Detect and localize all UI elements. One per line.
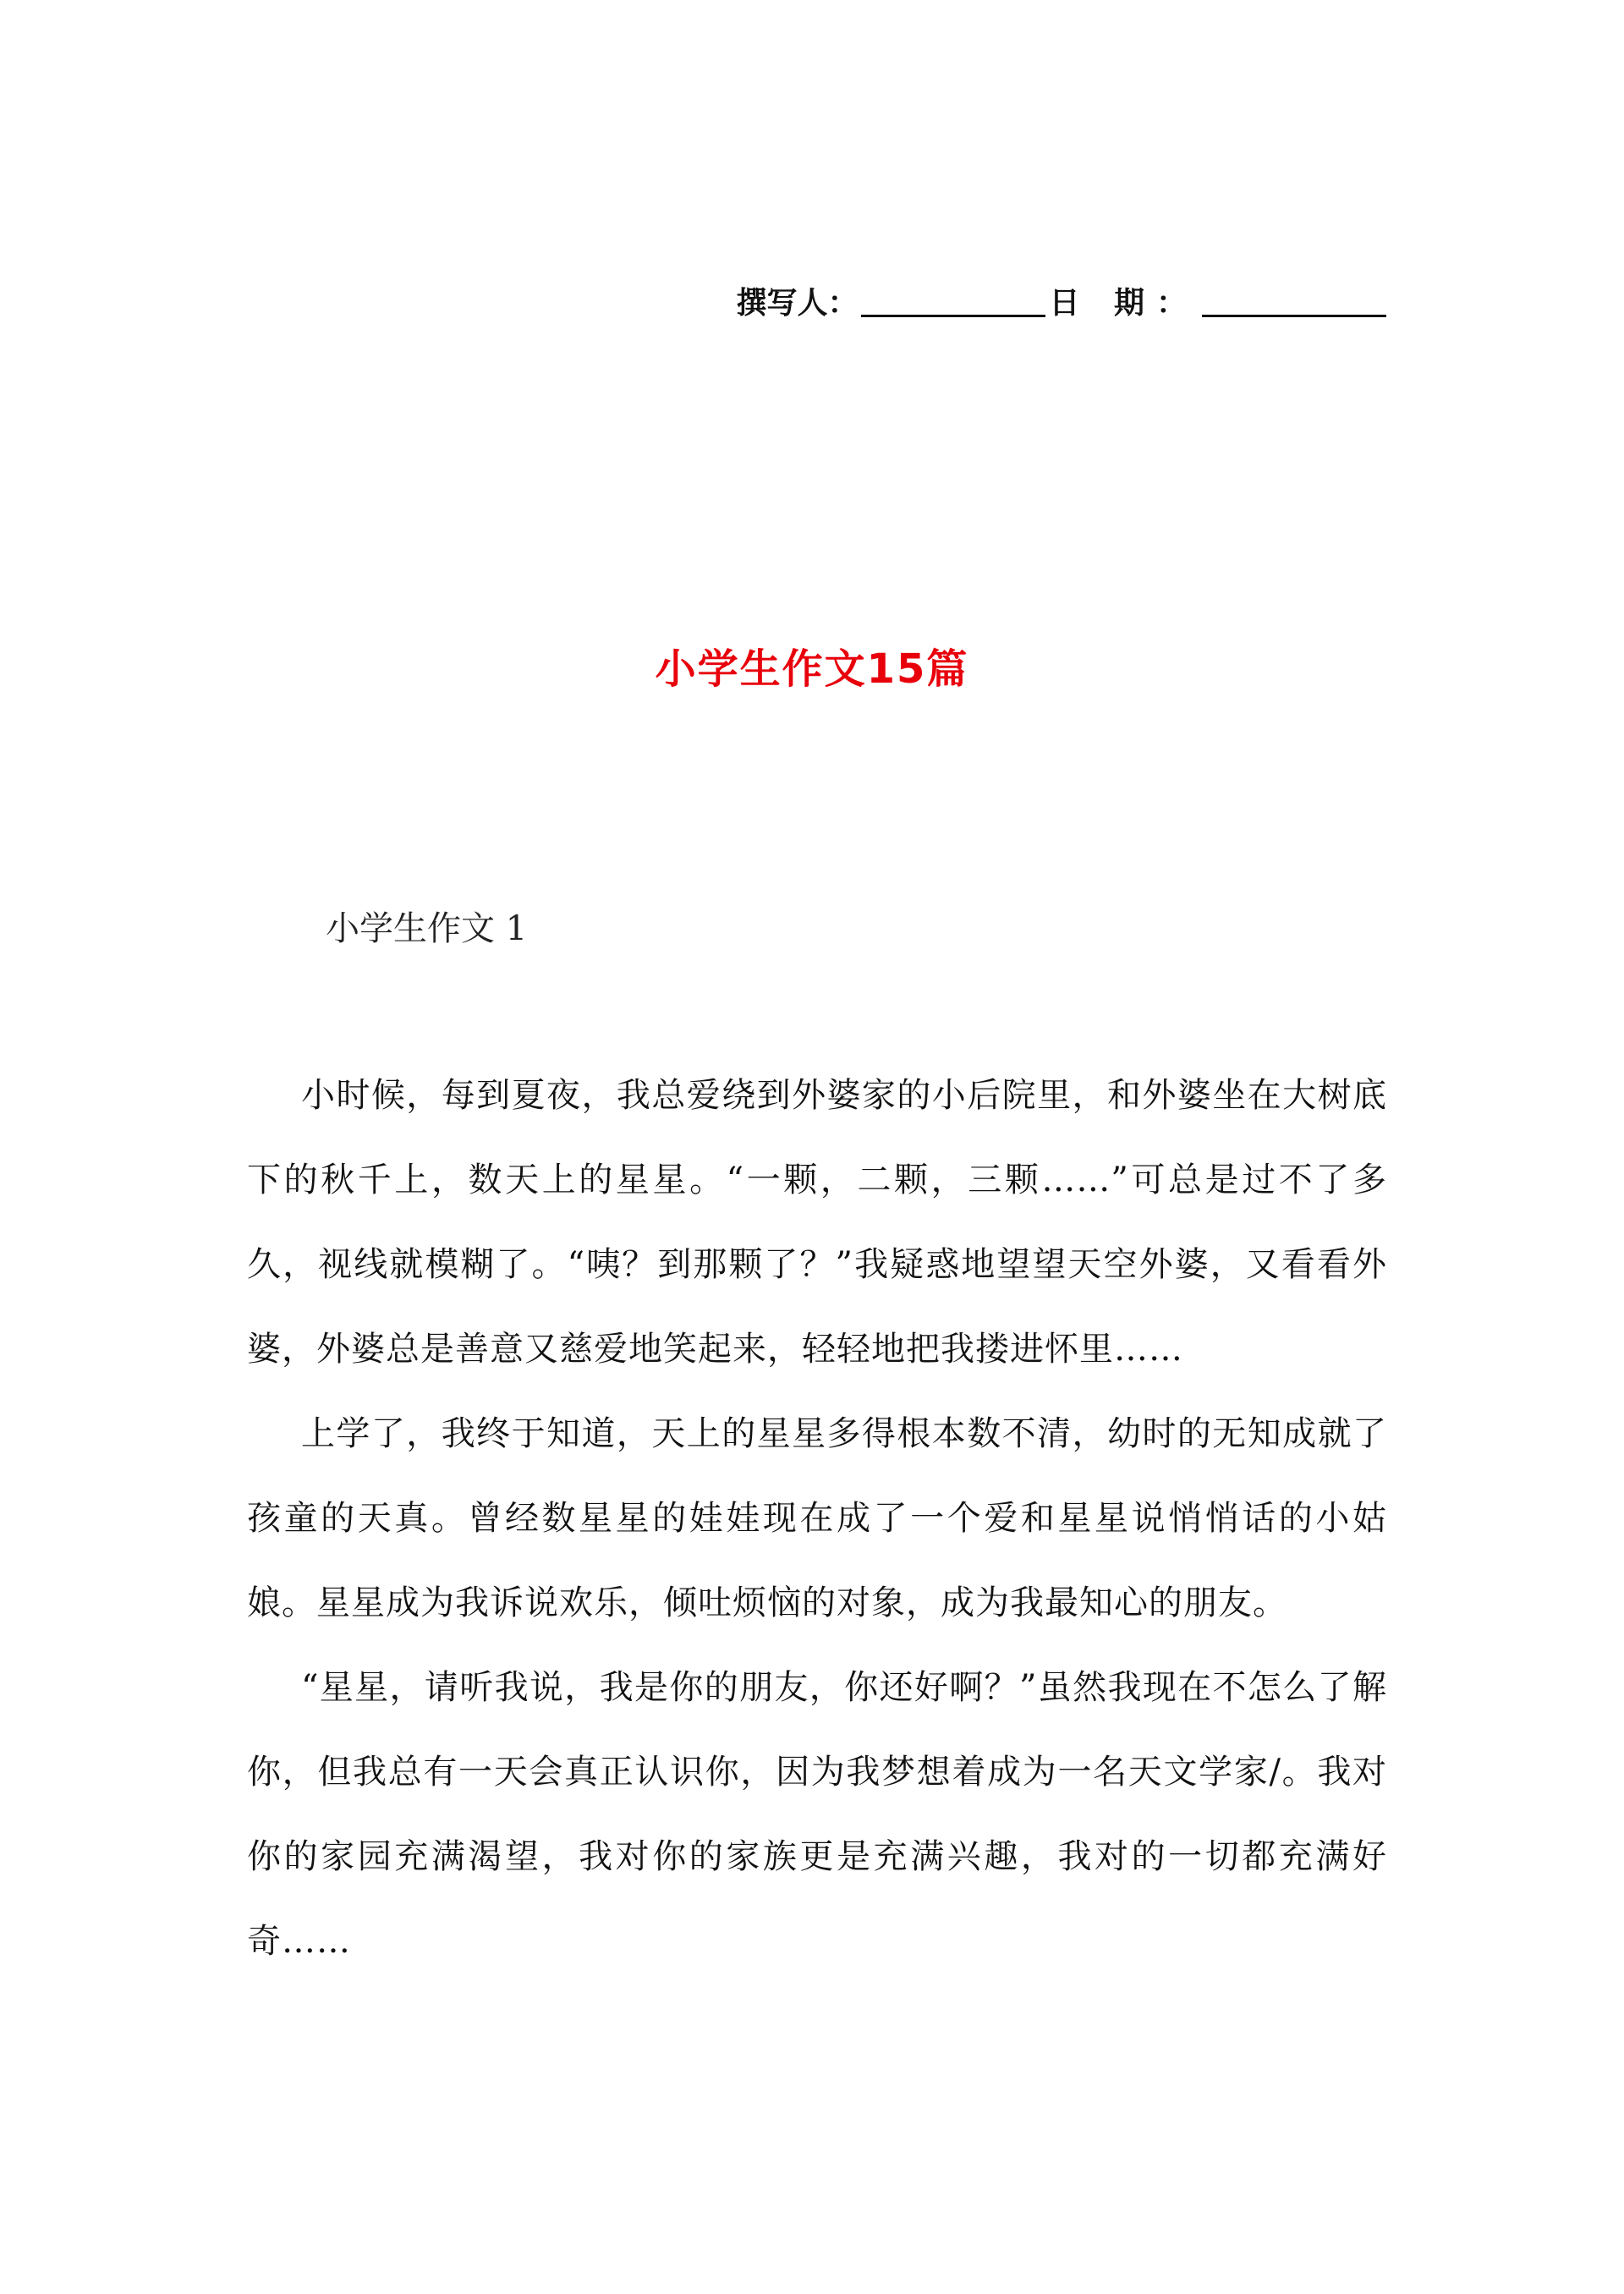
author-label: 撰写人： bbox=[736, 286, 859, 321]
header-author-date bbox=[736, 279, 1390, 322]
essay-body bbox=[247, 1053, 1387, 1984]
date-label: 日 期： bbox=[1049, 286, 1199, 321]
paragraph: 小时候，每到夏夜，我总爱绕到外婆家的小后院里，和外婆坐在大树底下的秋千上，数天上的星星。“一颗，二颗，三颗……”可总是过不了多久，视线就模糊了。“咦？到那颗了？”我疑惑地望望天空外婆，又看看外婆，外婆总是善意又慈爱地笑起来，轻轻地把我搂进怀里…… bbox=[247, 1076, 1387, 1369]
paragraph: 上学了，我终于知道，天上的星星多得根本数不清，幼时的无知成就了孩童的天真。曾经数星星的娃娃现在成了一个爱和星星说悄悄话的小姑娘。星星成为我诉说欢乐，倾吐烦恼的对象，成为我最知心的朋友。 bbox=[247, 1414, 1387, 1622]
author-blank bbox=[861, 310, 1045, 317]
document-title: 小学生作文15篇 bbox=[655, 645, 969, 693]
section-heading: 小学生作文 1 bbox=[326, 909, 528, 948]
paragraph: “星星，请听我说，我是你的朋友，你还好啊？”虽然我现在不怎么了解你，但我总有一天会真正认识你，因为我梦想着成为一名天文学家/。我对你的家园充满渴望，我对你的家族更是充满兴趣，我对的一切都充满好奇…… bbox=[247, 1668, 1387, 1961]
date-blank bbox=[1202, 310, 1386, 317]
